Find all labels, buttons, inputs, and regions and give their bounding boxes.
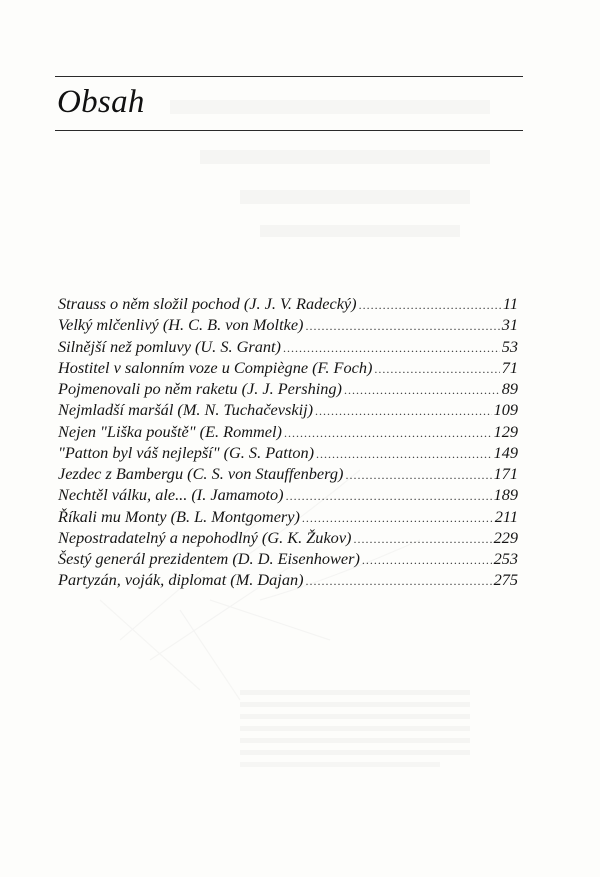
toc-entry-page: 229 (493, 527, 518, 547)
toc-entry (58, 294, 518, 315)
toc-entry-title: Silnější než pomluvy (U. S. Grant) (58, 336, 281, 356)
toc-entry-page: 189 (493, 485, 518, 505)
toc-entry (58, 507, 518, 528)
toc-entry (58, 422, 518, 443)
toc-entry (58, 464, 518, 485)
toc-entry (58, 485, 518, 506)
toc-entry-title: Nejen "Liška pouště" (E. Rommel) (58, 421, 282, 441)
toc-entry-page: 253 (493, 549, 518, 568)
dot-leader (305, 319, 499, 334)
dot-leader (359, 298, 501, 313)
toc-entry-title: Nejmladší maršál (M. N. Tuchačevskij) (58, 400, 314, 420)
toc-entry-title: Nepostradatelný a nepohodlný (G. K. Žukov) (58, 527, 352, 547)
dot-leader (374, 362, 499, 377)
toc-entry (58, 400, 518, 421)
toc-entry (58, 443, 518, 464)
toc-entry-page: 71 (501, 357, 518, 377)
dot-leader (283, 341, 500, 356)
toc-entry-page: 171 (493, 464, 518, 483)
toc-entry (58, 570, 518, 591)
toc-entry-page: 31 (501, 315, 518, 335)
dot-leader (345, 468, 491, 483)
dot-leader (344, 383, 500, 398)
toc-entry-title: Jezdec z Bambergu (C. S. von Stauffenberg) (58, 464, 344, 483)
toc-entry-title: Pojmenovali po něm raketu (J. J. Pershing) (58, 379, 342, 398)
toc-entry-title: "Patton byl váš nejlepší" (G. S. Patton) (58, 442, 315, 462)
toc-entry-page: 129 (493, 421, 518, 441)
bottom-rule (55, 130, 523, 131)
toc-entry-title: Hostitel v salonním voze u Compiègne (F. Foch) (58, 357, 373, 377)
dot-leader (284, 426, 492, 441)
toc-entry-title: Nechtěl válku, ale... (I. Jamamoto) (58, 485, 284, 505)
toc-entry-page: 211 (494, 506, 518, 526)
dot-leader (362, 553, 492, 568)
toc-entry (58, 528, 518, 549)
toc-entry (58, 315, 518, 336)
toc-entry-page: 109 (493, 400, 518, 420)
toc-entry-page: 53 (501, 336, 518, 356)
toc-entry-page: 89 (501, 379, 518, 398)
toc-entry (58, 337, 518, 358)
dot-leader (316, 447, 492, 462)
table-of-contents (58, 294, 518, 592)
dot-leader (353, 532, 491, 547)
toc-entry-page: 275 (493, 570, 518, 590)
dot-leader (315, 404, 492, 419)
toc-entry (58, 549, 518, 570)
page-title: Obsah (57, 84, 145, 120)
toc-entry-title: Šestý generál prezidentem (D. D. Eisenhower) (58, 549, 360, 568)
toc-entry-title: Partyzán, voják, diplomat (M. Dajan) (58, 570, 304, 590)
dot-leader (286, 489, 492, 504)
toc-entry-page: 11 (502, 294, 518, 313)
toc-entry (58, 379, 518, 400)
toc-entry-title: Říkali mu Monty (B. L. Montgomery) (58, 506, 300, 526)
dot-leader (302, 511, 493, 526)
toc-entry-page: 149 (493, 442, 518, 462)
dot-leader (306, 574, 492, 589)
toc-entry-title: Velký mlčenlivý (H. C. B. von Moltke) (58, 315, 304, 335)
top-rule (55, 76, 523, 77)
toc-entry-title: Strauss o něm složil pochod (J. J. V. Radecký) (58, 294, 357, 313)
toc-entry (58, 358, 518, 379)
